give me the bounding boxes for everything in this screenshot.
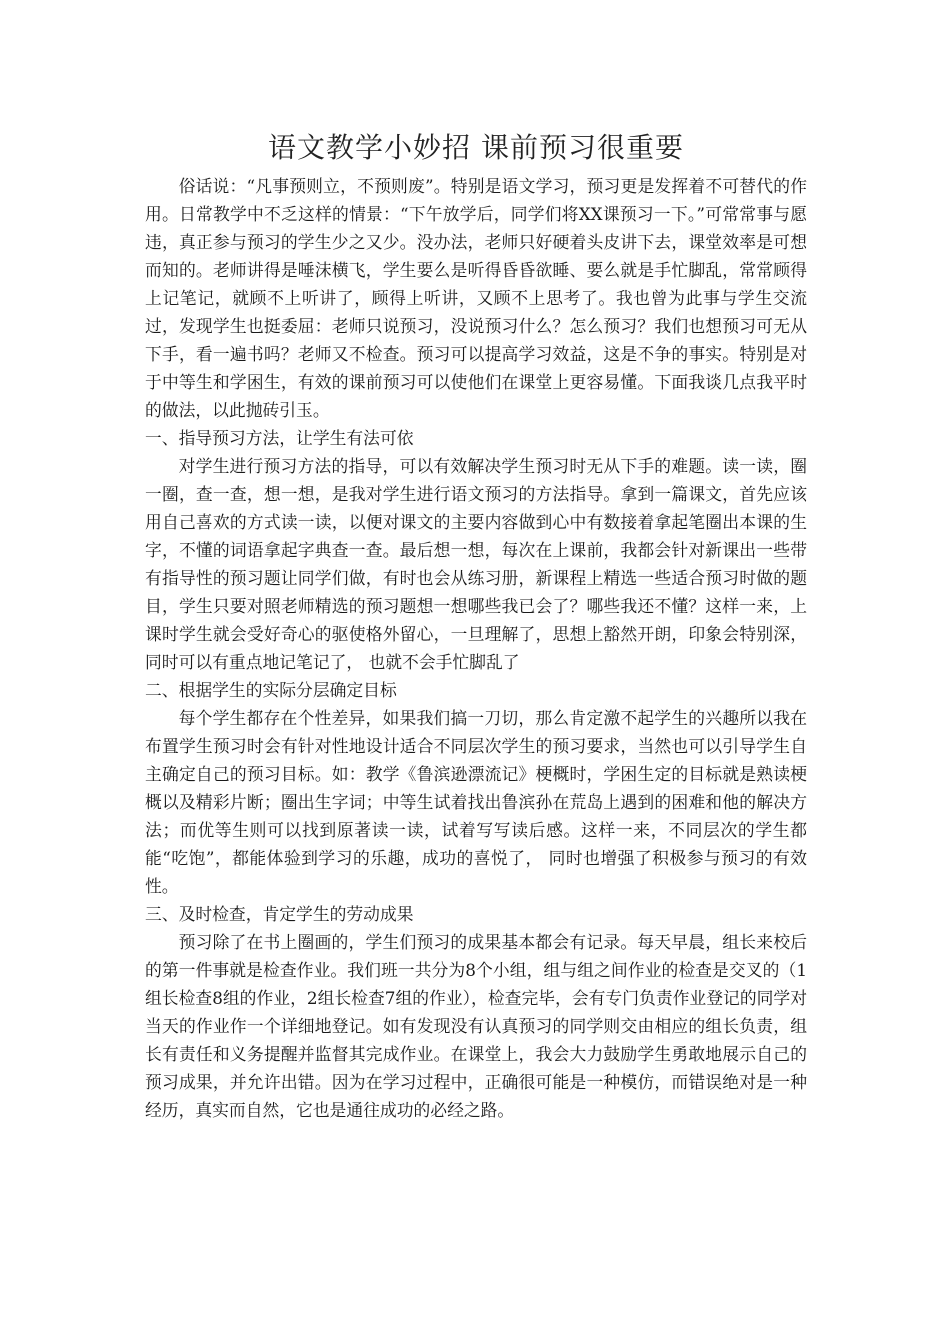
section-heading-1: 一、指导预习方法，让学生有法可依	[145, 428, 414, 448]
document-page	[145, 128, 807, 1124]
section-body-1: 对学生进行预习方法的指导，可以有效解决学生预习时无从下手的难题。读一读，圈一圈，查一查，想一想，是我对学生进行语文预习的方法指导。拿到一篇课文，首先应该用自己喜欢的方式读一读，以便对课文的主要内容做到心中有数接着拿起笔圈出本课的生字，不懂的词语拿起字典查一查。最后想一想，每次在上课前，我都会针对新课出一些带有指导性的预习题让同学们做，有时也会从练习册，新课程上精选一些适合预习时做的题目，学生只要对照老师精选的预习题想一想哪些我已会了？哪些我还不懂？这样一来，上课时学生就会受好奇心的驱使格外留心，一旦理解了，思想上豁然开朗，印象会特别深，同时可以有重点地记笔记了， 也就不会手忙脚乱了	[145, 456, 807, 672]
section-body-2: 每个学生都存在个性差异，如果我们搞一刀切，那么肯定激不起学生的兴趣所以我在布置学生预习时会有针对性地设计适合不同层次学生的预习要求，当然也可以引导学生自主确定自己的预习目标。如：教学《鲁滨逊漂流记》梗概时，学困生定的目标就是熟读梗概以及精彩片断；圈出生字词；中等生试着找出鲁滨孙在荒岛上遇到的困难和他的解决方法；而优等生则可以找到原著读一读，试着写写读后感。这样一来，不同层次的学生都能“吃饱”，都能体验到学习的乐趣，成功的喜悦了， 同时也增强了积极参与预习的有效性。	[145, 708, 807, 896]
section-heading-2: 二、根据学生的实际分层确定目标	[145, 680, 397, 700]
intro-paragraph: 俗话说：“凡事预则立，不预则废”。特别是语文学习，预习更是发挥着不可替代的作用。日常教学中不乏这样的情景：“下午放学后，同学们将XX课预习一下。”可常常事与愿违，真正参与预习的学生少之又少。没办法，老师只好硬着头皮讲下去，课堂效率是可想而知的。老师讲得是唾沫横飞，学生要么是听得昏昏欲睡、要么就是手忙脚乱，常常顾得上记笔记，就顾不上听讲了，顾得上听讲，又顾不上思考了。我也曾为此事与学生交流过，发现学生也挺委屈：老师只说预习，没说预习什么？怎么预习？我们也想预习可无从下手，看一遍书吗？老师又不检查。预习可以提高学习效益，这是不争的事实。特别是对于中等生和学困生，有效的课前预习可以使他们在课堂上更容易懂。下面我谈几点我平时的做法，以此抛砖引玉。	[145, 176, 807, 420]
section-heading-3: 三、及时检查，肯定学生的劳动成果	[145, 904, 414, 924]
document-title: 语文教学小妙招 课前预习很重要	[268, 131, 684, 164]
section-body-3: 预习除了在书上圈画的，学生们预习的成果基本都会有记录。每天早晨，组长来校后的第一件事就是检查作业。我们班一共分为8个小组，组与组之间作业的检查是交叉的（1组长检查8组的作业，2组长检查7组的作业），检查完毕，会有专门负责作业登记的同学对当天的作业作一个详细地登记。如有发现没有认真预习的同学则交由相应的组长负责，组长有责任和义务提醒并监督其完成作业。在课堂上，我会大力鼓励学生勇敢地展示自己的预习成果，并允许出错。因为在学习过程中，正确很可能是一种模仿，而错误绝对是一种经历，真实而自然，它也是通往成功的必经之路。	[145, 932, 807, 1120]
